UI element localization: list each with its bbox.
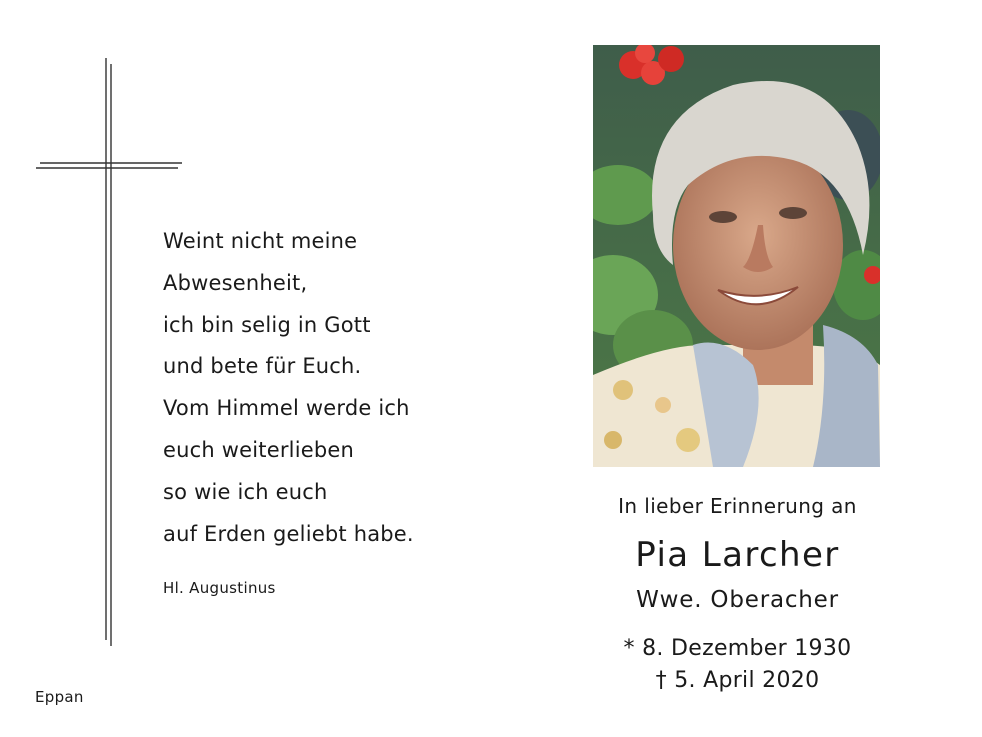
poem-line: Weint nicht meine xyxy=(163,229,358,253)
memorial-intro: In lieber Erinnerung an xyxy=(618,494,857,518)
poem-author: Hl. Augustinus xyxy=(163,579,276,597)
poem-line: auf Erden geliebt habe. xyxy=(163,521,414,546)
poem-line: Vom Himmel werde ich xyxy=(163,396,410,421)
deceased-name: Pia Larcher xyxy=(635,535,840,575)
death-date: † 5. April 2020 xyxy=(655,668,820,693)
poem-line: euch weiterlieben xyxy=(163,437,355,462)
poem-line: so wie ich euch xyxy=(163,479,328,504)
poem-line: Abwesenheit, xyxy=(163,270,308,295)
birth-date: * 8. Dezember 1930 xyxy=(623,636,852,661)
poem xyxy=(163,221,493,555)
poem-line: ich bin selig in Gott xyxy=(163,312,371,337)
portrait-photo xyxy=(593,45,880,467)
place-name: Eppan xyxy=(35,688,84,706)
widow-of: Wwe. Oberacher xyxy=(636,587,839,613)
poem-line: und bete für Euch. xyxy=(163,354,362,379)
